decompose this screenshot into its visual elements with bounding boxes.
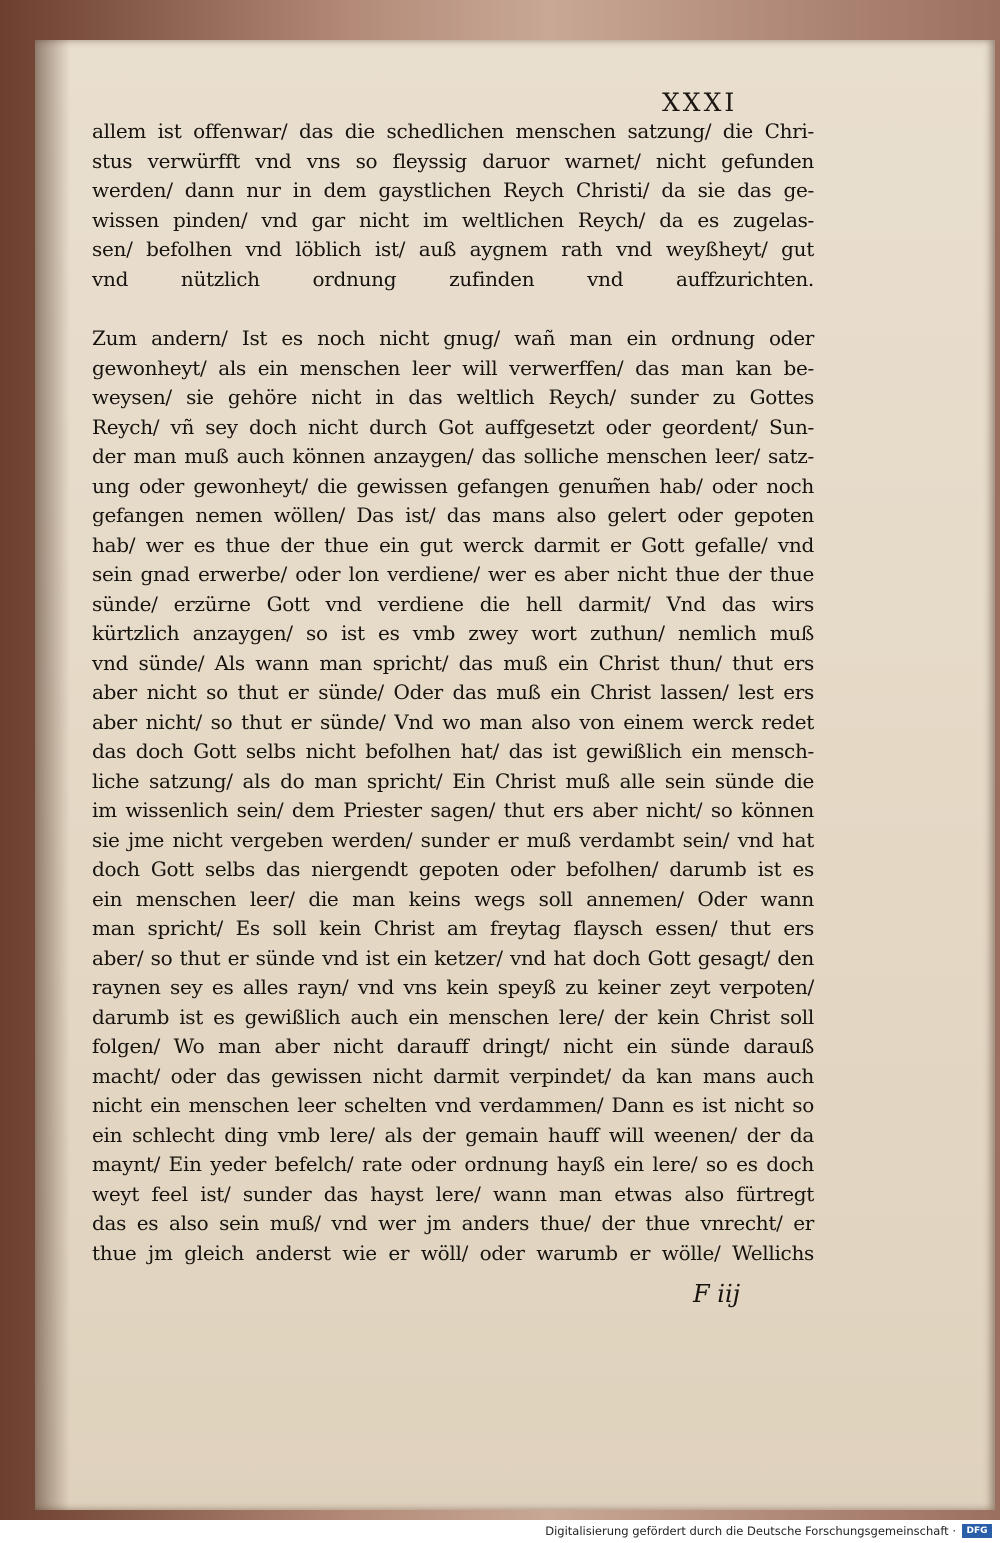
text-line: aber nicht/ so thut er sünde/ Vnd wo man also von einem werck redet [92,709,814,734]
text-line: aber/ so thut er sünde vnd ist ein ketzer/ vnd hat doch Gott gesagt/ den [92,945,814,970]
text-line: sen/ befolhen vnd löblich ist/ auß aygnem rath vnd weyßheyt/ gut [92,237,814,261]
text-line: werden/ dann nur in dem gaystlichen Reych Christi/ da sie das ge- [92,178,814,202]
text-line: liche satzung/ als do man spricht/ Ein Christ muß alle sein sünde die [92,768,814,793]
text-line: vnd sünde/ Als wann man spricht/ das muß ein Christ thun/ thut ers [92,650,814,675]
page-gutter-shadow [35,40,70,1510]
text-line: hab/ wer es thue der thue ein gut werck darmit er Gott gefalle/ vnd [92,532,814,557]
text-line: aber nicht so thut er sünde/ Oder das muß ein Christ lassen/ lest ers [92,680,814,704]
signature-mark: F iij [693,1280,741,1308]
text-line: kürtzlich anzaygen/ so ist es vmb zwey wort zuthun/ nemlich muß [92,621,814,645]
footer-bar [0,1520,1000,1543]
text-line: wissen pinden/ vnd gar nicht im weltlichen Reych/ da es zugelas- [92,207,814,232]
paragraph-1 [92,117,814,294]
text-line: sein gnad erwerbe/ oder lon verdiene/ wer es aber nicht thue der thue [92,562,814,586]
text-line: macht/ oder das gewissen nicht darmit verpindet/ da kan mans auch [92,1063,814,1088]
text-line: ung oder gewonheyt/ die gewissen gefangen genum̃en hab/ oder noch [92,473,814,498]
text-line: doch Gott selbs das niergendt gepoten oder befolhen/ darumb ist es [92,857,814,881]
text-line: stus verwürfft vnd vns so fleyssig daruor warnet/ nicht gefunden [92,148,814,173]
text-line: maynt/ Ein yeder befelch/ rate oder ordnung hayß ein lere/ so es doch [92,1152,814,1176]
text-line: gewonheyt/ als ein menschen leer will verwerffen/ das man kan be- [92,355,814,380]
text-line: sie jme nicht vergeben werden/ sunder er muß verdambt sein/ vnd hat [92,827,814,852]
text-line: weyt feel ist/ sunder das hayst lere/ wann man etwas also fürtregt [92,1181,814,1206]
funding-credit: Digitalisierung gefördert durch die Deutsche Forschungsgemeinschaft · [545,1524,956,1538]
text-line: Zum andern/ Ist es noch nicht gnug/ wañ man ein ordnung oder [92,326,814,350]
text-line: vnd nützlich ordnung zufinden vnd auffzurichten. [92,266,814,291]
text-line: gefangen nemen wöllen/ Das ist/ das mans also gelert oder gepoten [92,503,814,527]
text-line: allem ist offenwar/ das die schedlichen menschen satzung/ die Chri- [92,119,814,143]
text-line: ein menschen leer/ die man keins wegs soll annemen/ Oder wann [92,886,814,911]
folio-number: XXXI [662,88,738,117]
dfg-logo-icon: DFG [962,1524,992,1538]
text-line: ein schlecht ding vmb lere/ als der gemain hauff will weenen/ der da [92,1122,814,1147]
text-line: darumb ist es gewißlich auch ein menschen lere/ der kein Christ soll [92,1004,814,1029]
text-line: Reych/ vñ sey doch nicht durch Got auffgesetzt oder geordent/ Sun- [92,414,814,439]
text-line: das es also sein muß/ vnd wer jm anders thue/ der thue vnrecht/ er [92,1211,814,1235]
text-line: das doch Gott selbs nicht befolhen hat/ das ist gewißlich ein mensch- [92,739,814,763]
paragraph-2 [92,324,814,1268]
text-line: nicht ein menschen leer schelten vnd verdammen/ Dann es ist nicht so [92,1093,814,1117]
text-line: der man muß auch können anzaygen/ das solliche menschen leer/ satz- [92,444,814,468]
text-line: folgen/ Wo man aber nicht darauff dringt/ nicht ein sünde darauß [92,1034,814,1058]
text-line: sünde/ erzürne Gott vnd verdiene die hell darmit/ Vnd das wirs [92,591,814,616]
text-line: man spricht/ Es soll kein Christ am freytag flaysch essen/ thut ers [92,916,814,940]
text-line: raynen sey es alles rayn/ vnd vns kein speyß zu keiner zeyt verpoten/ [92,975,814,999]
text-line: im wissenlich sein/ dem Priester sagen/ thut ers aber nicht/ so können [92,798,814,822]
text-line: weysen/ sie gehöre nicht in das weltlich Reych/ sunder zu Gottes [92,385,814,409]
text-line: thue jm gleich anderst wie er wöll/ oder warumb er wölle/ Wellichs [92,1240,814,1265]
